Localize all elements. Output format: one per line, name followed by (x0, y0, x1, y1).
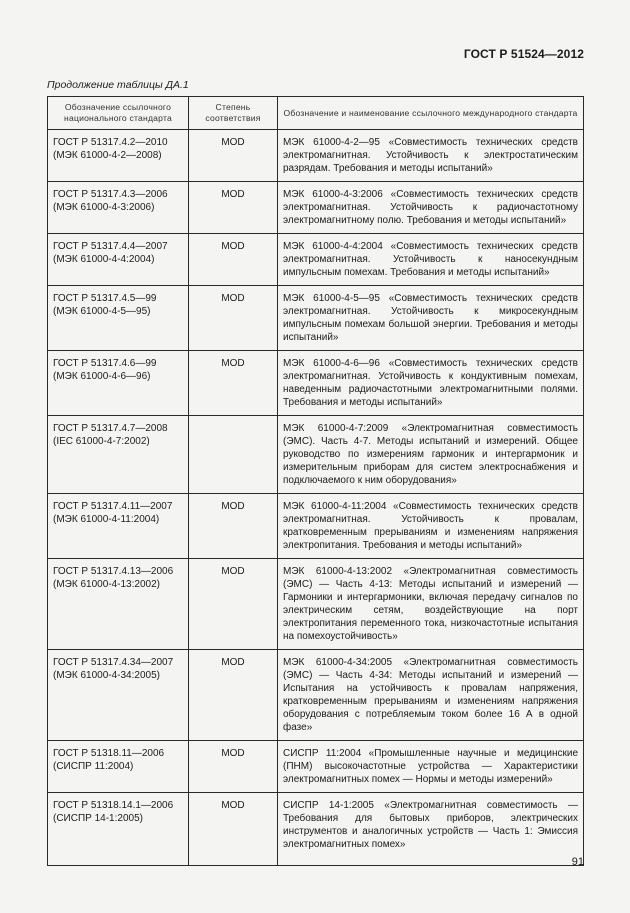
table-row (48, 182, 584, 234)
national-standard-cell: ГОСТ Р 51318.11—2006 (СИСПР 11:2004) (48, 741, 189, 793)
international-standard-cell: МЭК 61000-4-11:2004 «Совместимость технических средств электромагнитная. Устойчивость к провалам, кратковременным прерываниям и изменениям напряжения электропитания. Требования и методы испытаний» (278, 494, 584, 559)
degree-cell: MOD (189, 650, 278, 741)
table-header-row (48, 97, 584, 130)
table-row (48, 793, 584, 866)
reference-standards-table (47, 96, 584, 866)
table-row (48, 416, 584, 494)
degree-cell: MOD (189, 234, 278, 286)
table-row (48, 741, 584, 793)
column-header-degree: Степень соответствия (189, 97, 278, 130)
table-row (48, 130, 584, 182)
degree-cell: MOD (189, 286, 278, 351)
national-standard-cell: ГОСТ Р 51317.4.6—99 (МЭК 61000-4-6—96) (48, 351, 189, 416)
degree-cell: MOD (189, 494, 278, 559)
degree-cell (189, 416, 278, 494)
table-row (48, 234, 584, 286)
table-continuation-label: Продолжение таблицы ДА.1 (47, 79, 189, 91)
national-standard-cell: ГОСТ Р 51317.4.13—2006 (МЭК 61000-4-13:2002) (48, 559, 189, 650)
degree-cell: MOD (189, 559, 278, 650)
degree-cell: MOD (189, 741, 278, 793)
degree-cell: MOD (189, 182, 278, 234)
table-row (48, 351, 584, 416)
international-standard-cell: МЭК 61000-4-4:2004 «Совместимость технических средств электромагнитная. Устойчивость к наносекундным импульсным помехам. Требования и методы испытаний» (278, 234, 584, 286)
national-standard-cell: ГОСТ Р 51317.4.11—2007 (МЭК 61000-4-11:2004) (48, 494, 189, 559)
table-row (48, 650, 584, 741)
national-standard-cell: ГОСТ Р 51317.4.5—99 (МЭК 61000-4-5—95) (48, 286, 189, 351)
national-standard-cell: ГОСТ Р 51317.4.7—2008 (IEC 61000-4-7:2002) (48, 416, 189, 494)
column-header-national: Обозначение ссылочного национального стандарта (48, 97, 189, 130)
degree-cell: MOD (189, 793, 278, 866)
national-standard-cell: ГОСТ Р 51317.4.4—2007 (МЭК 61000-4-4:2004) (48, 234, 189, 286)
page-number: 91 (571, 856, 584, 868)
table-row (48, 286, 584, 351)
national-standard-cell: ГОСТ Р 51317.4.34—2007 (МЭК 61000-4-34:2005) (48, 650, 189, 741)
international-standard-cell: МЭК 61000-4-7:2009 «Электромагнитная совместимость (ЭМС). Часть 4-7. Методы испытаний и измерений. Общее руководство по измерениям гармоник и интергармоник и измерительным приборам для систем электроснабжения и подключаемого к ним оборудования» (278, 416, 584, 494)
international-standard-cell: СИСПР 11:2004 «Промышленные научные и медицинские (ПНМ) высокочастотные устройства — Характеристики электромагнитных помех — Нормы и методы измерений» (278, 741, 584, 793)
standard-code: ГОСТ Р 51524—2012 (463, 47, 584, 61)
degree-cell: MOD (189, 351, 278, 416)
degree-cell: MOD (189, 130, 278, 182)
international-standard-cell: МЭК 61000-4-5—95 «Совместимость технических средств электромагнитная. Устойчивость к микросекундным импульсным помехам большой энергии. Требования и методы испытаний» (278, 286, 584, 351)
national-standard-cell: ГОСТ Р 51318.14.1—2006 (СИСПР 14-1:2005) (48, 793, 189, 866)
international-standard-cell: СИСПР 14-1:2005 «Электромагнитная совместимость — Требования для бытовых приборов, электрических инструментов и аналогичных устройств — Часть 1: Эмиссия электромагнитных помех» (278, 793, 584, 866)
table-row (48, 494, 584, 559)
international-standard-cell: МЭК 61000-4-3:2006 «Совместимость технических средств электромагнитная. Устойчивость к радиочастотному электромагнитному полю. Требования и методы испытаний» (278, 182, 584, 234)
national-standard-cell: ГОСТ Р 51317.4.3—2006 (МЭК 61000-4-3:2006) (48, 182, 189, 234)
table-row (48, 559, 584, 650)
national-standard-cell: ГОСТ Р 51317.4.2—2010 (МЭК 61000-4-2—2008) (48, 130, 189, 182)
international-standard-cell: МЭК 61000-4-13:2002 «Электромагнитная совместимость (ЭМС) — Часть 4-13: Методы испытаний и измерений — Гармоники и интергармоники, включая передачу сигналов по электрическим сетям, воздействующие на порт электропитания переменного тока, низкочастотные испытания на помехоустойчивость» (278, 559, 584, 650)
column-header-international: Обозначение и наименование ссылочного международного стандарта (278, 97, 584, 130)
international-standard-cell: МЭК 61000-4-2—95 «Совместимость технических средств электромагнитная. Устойчивость к электростатическим разрядам. Требования и методы испытаний» (278, 130, 584, 182)
international-standard-cell: МЭК 61000-4-6—96 «Совместимость технических средств электромагнитная. Устойчивость к кондуктивным помехам, наведенным радиочастотными электромагнитными полями. Требования и методы испытаний» (278, 351, 584, 416)
international-standard-cell: МЭК 61000-4-34:2005 «Электромагнитная совместимость (ЭМС) — Часть 4-34: Методы испытаний и измерений — Испытания на устойчивость к провалам напряжения, кратковременным прерываниям и изменениям напряжения оборудования с потребляемым током более 16 А в одной фазе» (278, 650, 584, 741)
